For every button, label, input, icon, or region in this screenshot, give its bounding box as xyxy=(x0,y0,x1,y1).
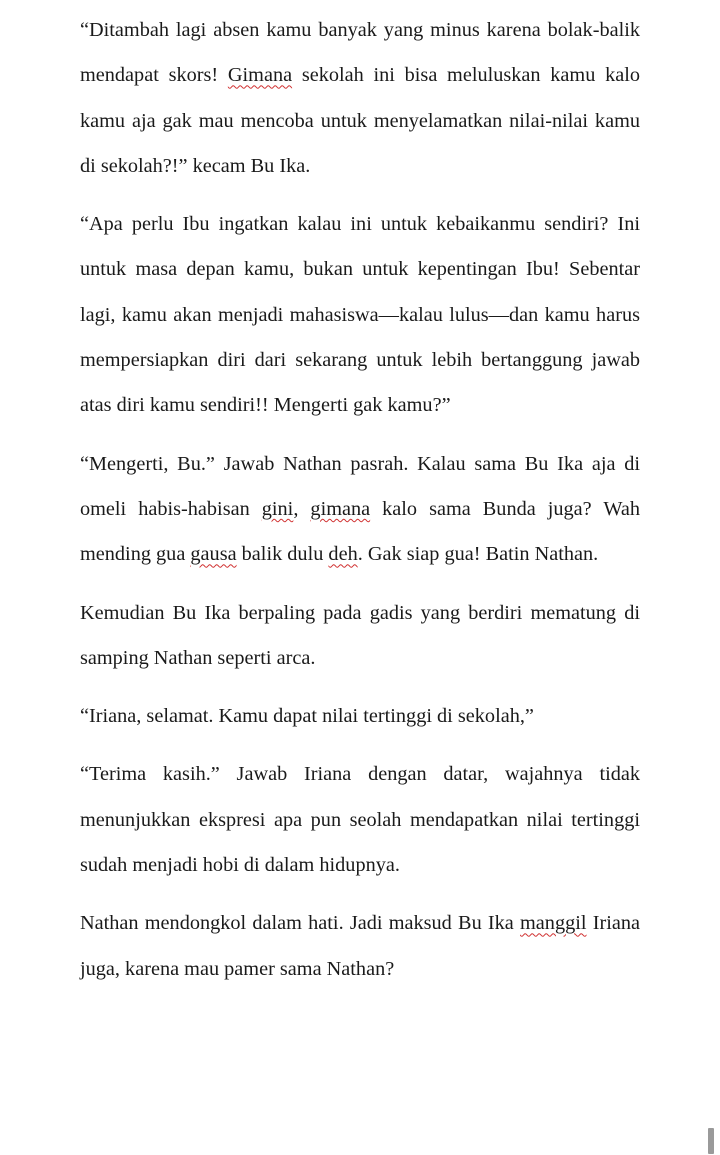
spellcheck-flagged-word: Gimana xyxy=(227,64,293,87)
text-run: . Gak siap gua! Batin Nathan. xyxy=(357,543,599,566)
text-run: “Apa perlu Ibu ingatkan kalau ini untuk kebaikanmu sendiri? Ini untuk masa depan kamu, bukan untuk kepentingan Ibu! Sebentar lagi, kamu akan menjadi mahasiswa—kalau lulus—dan kamu harus mempersiapkan diri dari sekarang untuk lebih bertanggung jawab atas diri kamu sendiri!! Mengerti gak kamu?” xyxy=(80,213,640,417)
spellcheck-flagged-word: deh xyxy=(328,543,358,566)
spellcheck-flagged-word: gausa xyxy=(190,543,237,566)
paragraph-4 xyxy=(80,591,640,682)
text-run: balik dulu xyxy=(236,543,329,566)
paragraph-5 xyxy=(80,694,640,739)
paragraph-6 xyxy=(80,752,640,888)
spellcheck-flagged-word: gini xyxy=(261,497,294,520)
text-run: “Mengerti, Bu.” Jawab Nathan pasrah. Kalau sama Bu Ika aja di omeli habis-habisan xyxy=(80,452,640,520)
spellcheck-flagged-word: gimana xyxy=(310,497,371,520)
paragraph-3 xyxy=(80,442,640,578)
text-run: kalo sama Bunda juga? Wah mending gua xyxy=(80,497,640,566)
paragraph-1 xyxy=(80,8,640,189)
spellcheck-flagged-word: manggil xyxy=(520,912,587,935)
text-run: “Iriana, selamat. Kamu dapat nilai tertinggi di sekolah,” xyxy=(80,705,534,728)
text-run: , xyxy=(293,497,311,520)
text-run: “Terima kasih.” Jawab Iriana dengan datar, wajahnya tidak menunjukkan ekspresi apa pun seolah mendapatkan nilai tertinggi sudah menjadi hobi di dalam hidupnya. xyxy=(80,763,640,877)
text-run: Iriana juga, karena mau pamer sama Nathan? xyxy=(80,912,640,980)
document-body xyxy=(80,8,640,1005)
paragraph-2 xyxy=(80,202,640,428)
paragraph-7 xyxy=(80,901,640,992)
vertical-scrollbar-thumb[interactable] xyxy=(708,1128,714,1154)
text-run: sekolah ini bisa meluluskan kamu kalo kamu aja gak mau mencoba untuk menyelamatkan nilai-nilai kamu di sekolah?!” kecam Bu Ika. xyxy=(80,64,641,177)
text-run: Kemudian Bu Ika berpaling pada gadis yang berdiri mematung di samping Nathan seperti arca. xyxy=(80,601,640,669)
text-run: Nathan mendongkol dalam hati. Jadi maksud Bu Ika xyxy=(80,912,521,935)
text-run: “Ditambah lagi absen kamu banyak yang minus karena bolak-balik mendapat skors! xyxy=(80,19,640,87)
